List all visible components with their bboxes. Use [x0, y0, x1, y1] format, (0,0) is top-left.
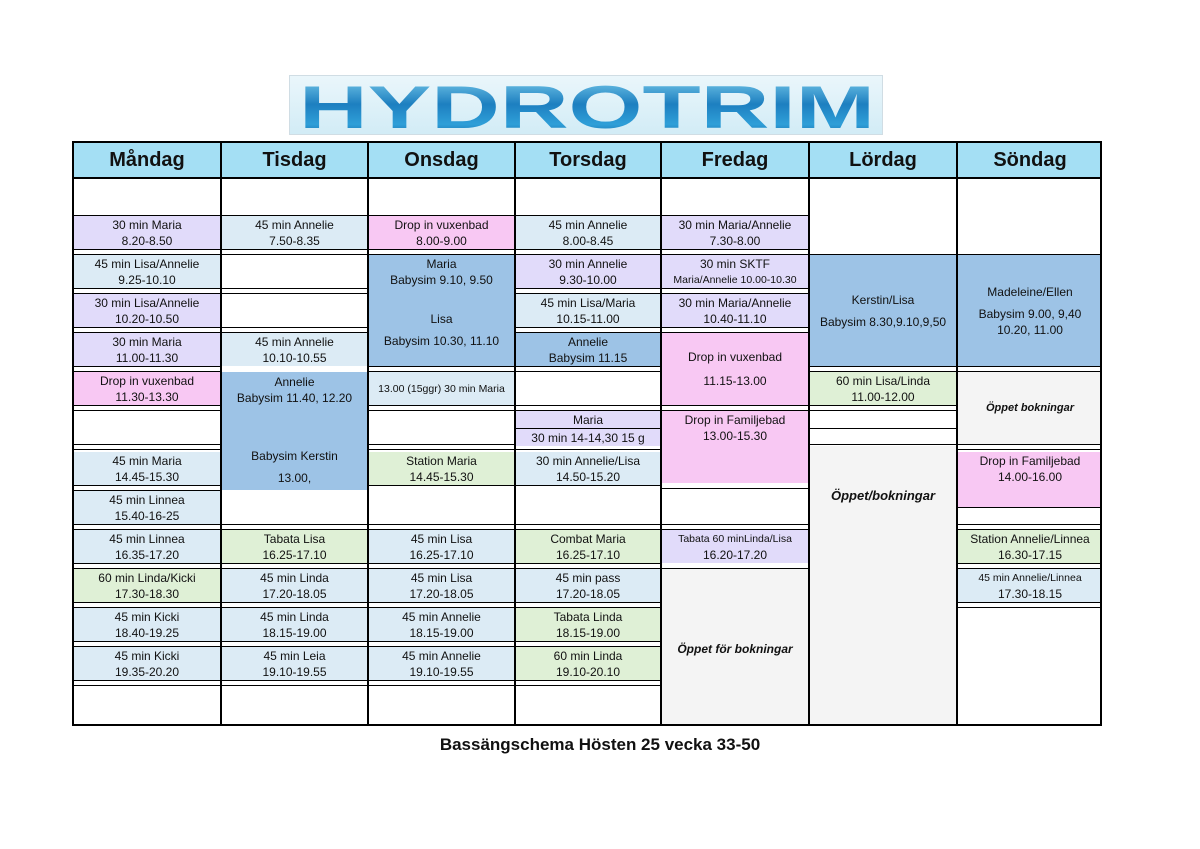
slot-time: 18.15-19.00 — [555, 625, 621, 640]
logo-text: HYDROTRIM — [299, 76, 875, 135]
row-divider — [516, 293, 810, 294]
slot-time: 13.00, — [277, 471, 312, 485]
slot-time: 13.00-15.30 — [702, 429, 768, 443]
slot-activity: 45 min Lisa — [410, 531, 473, 546]
slot-monday-4 — [74, 333, 220, 366]
slot-instructor: Kerstin/Lisa — [851, 292, 915, 307]
slot-time: 14.45-15.30 — [409, 469, 474, 484]
row-divider — [74, 405, 222, 406]
slot-wednesday-8 — [369, 647, 514, 680]
slot-time: 16.30-17.15 — [997, 547, 1063, 562]
row-divider — [74, 249, 810, 250]
slot-friday-3 — [662, 294, 808, 327]
slot-wednesday-3 — [369, 372, 514, 405]
slot-friday-1 — [662, 216, 808, 249]
row-divider — [74, 529, 810, 530]
slot-activity: 45 min Annelie — [255, 334, 334, 349]
row-divider — [662, 488, 810, 489]
slot-saturday-1 — [810, 255, 956, 366]
slot-activity: 45 min Annelie — [255, 217, 334, 232]
slot-tuesday-2 — [222, 333, 367, 366]
slot-time: 9.25-10.10 — [118, 272, 176, 287]
slot-time: 8.00-8.45 — [562, 233, 614, 248]
slot-time: 14.45-15.30 — [114, 469, 180, 484]
slot-tuesday-6 — [222, 569, 367, 602]
slot-time: 18.40-19.25 — [114, 625, 180, 640]
slot-activity: 60 min Lisa/Linda — [835, 373, 931, 388]
slot-tuesday-3 — [222, 372, 367, 444]
column-divider — [808, 143, 810, 724]
row-divider — [958, 602, 1102, 603]
slot-time: 16.25-17.10 — [555, 547, 621, 562]
slot-instructor: Maria — [426, 257, 457, 271]
slot-time: 11.00-11.30 — [115, 350, 179, 365]
slot-saturday-2 — [810, 372, 956, 405]
slot-activity: Babysim Kerstin — [251, 449, 338, 463]
slot-monday-3 — [74, 294, 220, 327]
slot-time: 16.25-17.10 — [409, 547, 474, 562]
slot-time: 10.10-10.55 — [262, 350, 327, 365]
slot-saturday-open-booking — [810, 446, 956, 726]
slot-tuesday-5 — [222, 530, 367, 563]
slot-thursday-5 — [516, 411, 660, 428]
slot-time: 16.20-17.20 — [702, 547, 768, 562]
slot-tuesday-1 — [222, 216, 367, 249]
slot-note: Öppet/bokningar — [831, 488, 935, 503]
slot-thursday-2 — [516, 255, 660, 288]
schedule-caption: Bassängschema Hösten 25 vecka 33-50 — [439, 735, 761, 754]
slot-activity: Annelie — [567, 334, 609, 349]
slot-thursday-1 — [516, 216, 660, 249]
slot-activity: 45 min Annelie/Linnea — [978, 571, 1082, 584]
slot-wednesday-6 — [369, 569, 514, 602]
day-header-monday: Måndag — [74, 143, 220, 179]
slot-activity: 30 min Annelie — [548, 256, 628, 271]
slot-monday-5 — [74, 372, 220, 405]
slot-thursday-4 — [516, 333, 660, 366]
slot-tuesday-4 — [222, 444, 367, 490]
slot-time: 19.10-19.55 — [409, 664, 474, 679]
slot-time: 17.20-18.05 — [409, 586, 474, 601]
slot-activity: 45 min Linnea — [109, 531, 185, 546]
row-divider — [369, 444, 516, 445]
slot-time: 8.00-9.00 — [416, 233, 467, 248]
day-header-thursday: Torsdag — [516, 143, 660, 179]
slot-activity: Tabata Lisa — [263, 531, 326, 546]
slot-monday-7 — [74, 491, 220, 524]
slot-tuesday-8 — [222, 647, 367, 680]
slot-monday-10 — [74, 608, 220, 641]
row-divider — [516, 332, 810, 333]
row-divider — [74, 444, 222, 445]
slot-activity: 45 min Lisa/Annelie — [94, 256, 200, 271]
slot-monday-2 — [74, 255, 220, 288]
slot-time: 14.50-15.20 — [555, 469, 621, 484]
slot-thursday-7 — [516, 452, 660, 485]
slot-activity: 30 min Maria — [112, 217, 182, 232]
slot-time: 10.15-11.00 — [556, 311, 620, 326]
slot-activity: Tabata Linda — [553, 609, 623, 624]
row-divider — [74, 490, 222, 491]
slot-activity: 30 min Maria/Annelie — [678, 217, 792, 232]
row-divider — [74, 366, 222, 367]
row-divider — [810, 405, 958, 406]
row-divider — [369, 405, 810, 406]
slot-thursday-8 — [516, 530, 660, 563]
slot-activity: 45 min Linda — [260, 570, 329, 585]
slot-time: 18.15-19.00 — [409, 625, 474, 640]
slot-monday-1 — [74, 216, 220, 249]
slot-instructor: Madeleine/Ellen — [987, 284, 1073, 299]
row-divider — [74, 568, 810, 569]
slot-time: 16.35-17.20 — [114, 547, 180, 562]
slot-activity: 45 min Linnea — [109, 492, 185, 507]
slot-sunday-1 — [958, 255, 1102, 366]
slot-monday-11 — [74, 647, 220, 680]
slot-time: 7.30-8.00 — [709, 233, 761, 248]
slot-activity: 45 min Annelie — [402, 609, 481, 624]
logo-wordmark — [290, 76, 883, 135]
slot-monday-8 — [74, 530, 220, 563]
slot-wednesday-2 — [369, 255, 514, 366]
slot-time: 15.40-16-25 — [114, 508, 180, 523]
row-divider — [74, 215, 810, 216]
column-divider — [220, 143, 222, 724]
slot-activity: 13.00 (15ggr) 30 min Maria — [378, 382, 505, 395]
slot-activity: Drop in vuxenbad — [99, 373, 195, 388]
pool-schedule-grid — [72, 141, 1102, 726]
slot-friday-5 — [662, 411, 808, 483]
slot-activity: Station Annelie/Linnea — [970, 531, 1090, 546]
day-header-friday: Fredag — [662, 143, 808, 179]
slot-activity: Tabata 60 minLinda/Lisa — [678, 532, 792, 545]
column-divider — [956, 143, 958, 724]
slot-friday-4 — [662, 333, 808, 405]
row-divider — [958, 449, 1102, 450]
slot-activity: 30 min Lisa/Annelie — [94, 295, 200, 310]
slot-activity: 60 min Linda/Kicki — [98, 570, 196, 585]
slot-activity: 30 min Annelie/Lisa — [535, 453, 641, 468]
row-divider — [74, 449, 222, 450]
slot-thursday-6 — [516, 429, 660, 446]
slot-time: Babysim 9.10, 9.50 — [390, 273, 493, 287]
slot-activity: 45 min Leia — [263, 648, 326, 663]
slot-activity: 30 min Maria — [112, 334, 182, 349]
slot-time: 9.30-10.00 — [559, 272, 617, 287]
slot-wednesday-1 — [369, 216, 514, 249]
day-header-wednesday: Onsdag — [369, 143, 514, 179]
slot-time: 11.15-13.00 — [703, 374, 767, 388]
slot-time: 10.40-11.10 — [703, 311, 767, 326]
slot-instructor: Lisa — [430, 312, 453, 326]
slot-note: Öppet för bokningar — [677, 641, 793, 656]
day-header-saturday: Lördag — [810, 143, 956, 179]
row-divider — [958, 507, 1102, 508]
slot-time: Babysim 11.15 — [548, 350, 628, 365]
slot-time: Babysim 10.30, 11.10 — [383, 334, 500, 348]
slot-activity: Drop in vuxenbad — [687, 350, 783, 364]
slot-time: 10.20-10.50 — [114, 311, 180, 326]
row-divider — [516, 428, 662, 429]
slot-tuesday-7 — [222, 608, 367, 641]
slot-activity: Drop in Familjebad — [979, 454, 1081, 468]
slot-activity: 45 min Lisa — [410, 570, 473, 585]
slot-activity: 60 min Linda — [553, 648, 623, 663]
row-divider — [516, 327, 810, 328]
row-divider — [958, 524, 1102, 525]
slot-time: Babysim 8.30,9.10,9,50 — [819, 314, 947, 329]
slot-activity: 45 min Linda — [260, 609, 329, 624]
slot-time: 19.35-20.20 — [114, 664, 180, 679]
slot-sunday-open-booking — [958, 372, 1102, 444]
row-divider — [74, 524, 810, 525]
row-divider — [74, 371, 222, 372]
slot-friday-6 — [662, 530, 808, 563]
slot-activity: 45 min Lisa/Maria — [540, 295, 636, 310]
slot-activity: 45 min Annelie — [402, 648, 481, 663]
slot-thursday-9 — [516, 569, 660, 602]
slot-thursday-10 — [516, 608, 660, 641]
slot-time: Maria/Annelie 10.00-10.30 — [673, 273, 797, 286]
row-divider — [74, 485, 222, 486]
row-divider — [810, 428, 958, 429]
hydrotrim-logo — [289, 75, 883, 135]
day-header-tuesday: Tisdag — [222, 143, 367, 179]
slot-time: 8.20-8.50 — [121, 233, 173, 248]
slot-time: 18.15-19.00 — [262, 625, 327, 640]
slot-wednesday-7 — [369, 608, 514, 641]
slot-sunday-4 — [958, 569, 1102, 602]
slot-activity: 45 min Maria — [112, 453, 182, 468]
slot-time: 10.20, 11.00 — [997, 322, 1063, 337]
slot-friday-2 — [662, 255, 808, 288]
slot-sunday-2 — [958, 452, 1102, 507]
slot-time: Babysim 11.40, 12.20 — [236, 391, 353, 405]
row-divider — [74, 254, 1102, 255]
slot-time: 7.50-8.35 — [269, 233, 320, 248]
slot-activity: 30 min SKTF — [699, 256, 771, 271]
slot-thursday-11 — [516, 647, 660, 680]
column-divider — [660, 143, 662, 724]
slot-wednesday-5 — [369, 530, 514, 563]
row-divider — [958, 529, 1102, 530]
slot-activity: Drop in vuxenbad — [394, 217, 489, 232]
slot-activity: Combat Maria — [550, 531, 626, 546]
slot-activity: 45 min pass — [555, 570, 621, 585]
slot-time: 17.20-18.05 — [262, 586, 327, 601]
column-divider — [367, 143, 369, 724]
slot-time: 14.00-16.00 — [997, 470, 1063, 484]
row-divider — [958, 607, 1102, 608]
day-header-sunday: Söndag — [958, 143, 1102, 179]
slot-wednesday-4 — [369, 452, 514, 485]
slot-activity: Annelie — [274, 375, 315, 389]
slot-time: 11.30-13.30 — [115, 389, 179, 404]
slot-activity: 45 min Kicki — [114, 609, 180, 624]
slot-time: 19.10-19.55 — [262, 664, 327, 679]
row-divider — [958, 563, 1102, 564]
slot-time: 17.30-18.30 — [114, 586, 180, 601]
row-divider — [958, 568, 1102, 569]
row-divider — [810, 410, 958, 411]
slot-time: 16.25-17.10 — [262, 547, 327, 562]
slot-activity: 45 min Kicki — [114, 648, 180, 663]
slot-time: 17.20-18.05 — [555, 586, 621, 601]
slot-time: Babysim 9.00, 9,40 — [978, 306, 1082, 321]
slot-note: Öppet bokningar — [986, 402, 1074, 414]
slot-activity: 30 min Maria/Annelie — [678, 295, 792, 310]
slot-monday-6 — [74, 452, 220, 485]
row-divider — [74, 410, 222, 411]
slot-activity: 30 min 14-14,30 15 g — [531, 430, 645, 445]
slot-activity: Drop in Familjebad — [684, 413, 786, 427]
slot-sunday-3 — [958, 530, 1102, 563]
slot-instructor: Maria — [572, 412, 603, 427]
row-divider — [516, 288, 810, 289]
slot-friday-open-booking — [662, 569, 808, 726]
slot-time: 19.10-20.10 — [555, 664, 621, 679]
slot-activity: 45 min Annelie — [548, 217, 628, 232]
slot-time: 11.00-12.00 — [851, 389, 915, 404]
slot-monday-9 — [74, 569, 220, 602]
slot-activity: Station Maria — [406, 453, 477, 468]
slot-thursday-3 — [516, 294, 660, 327]
slot-time: 17.30-18.15 — [997, 586, 1063, 601]
column-divider — [514, 143, 516, 724]
row-divider — [369, 410, 810, 411]
